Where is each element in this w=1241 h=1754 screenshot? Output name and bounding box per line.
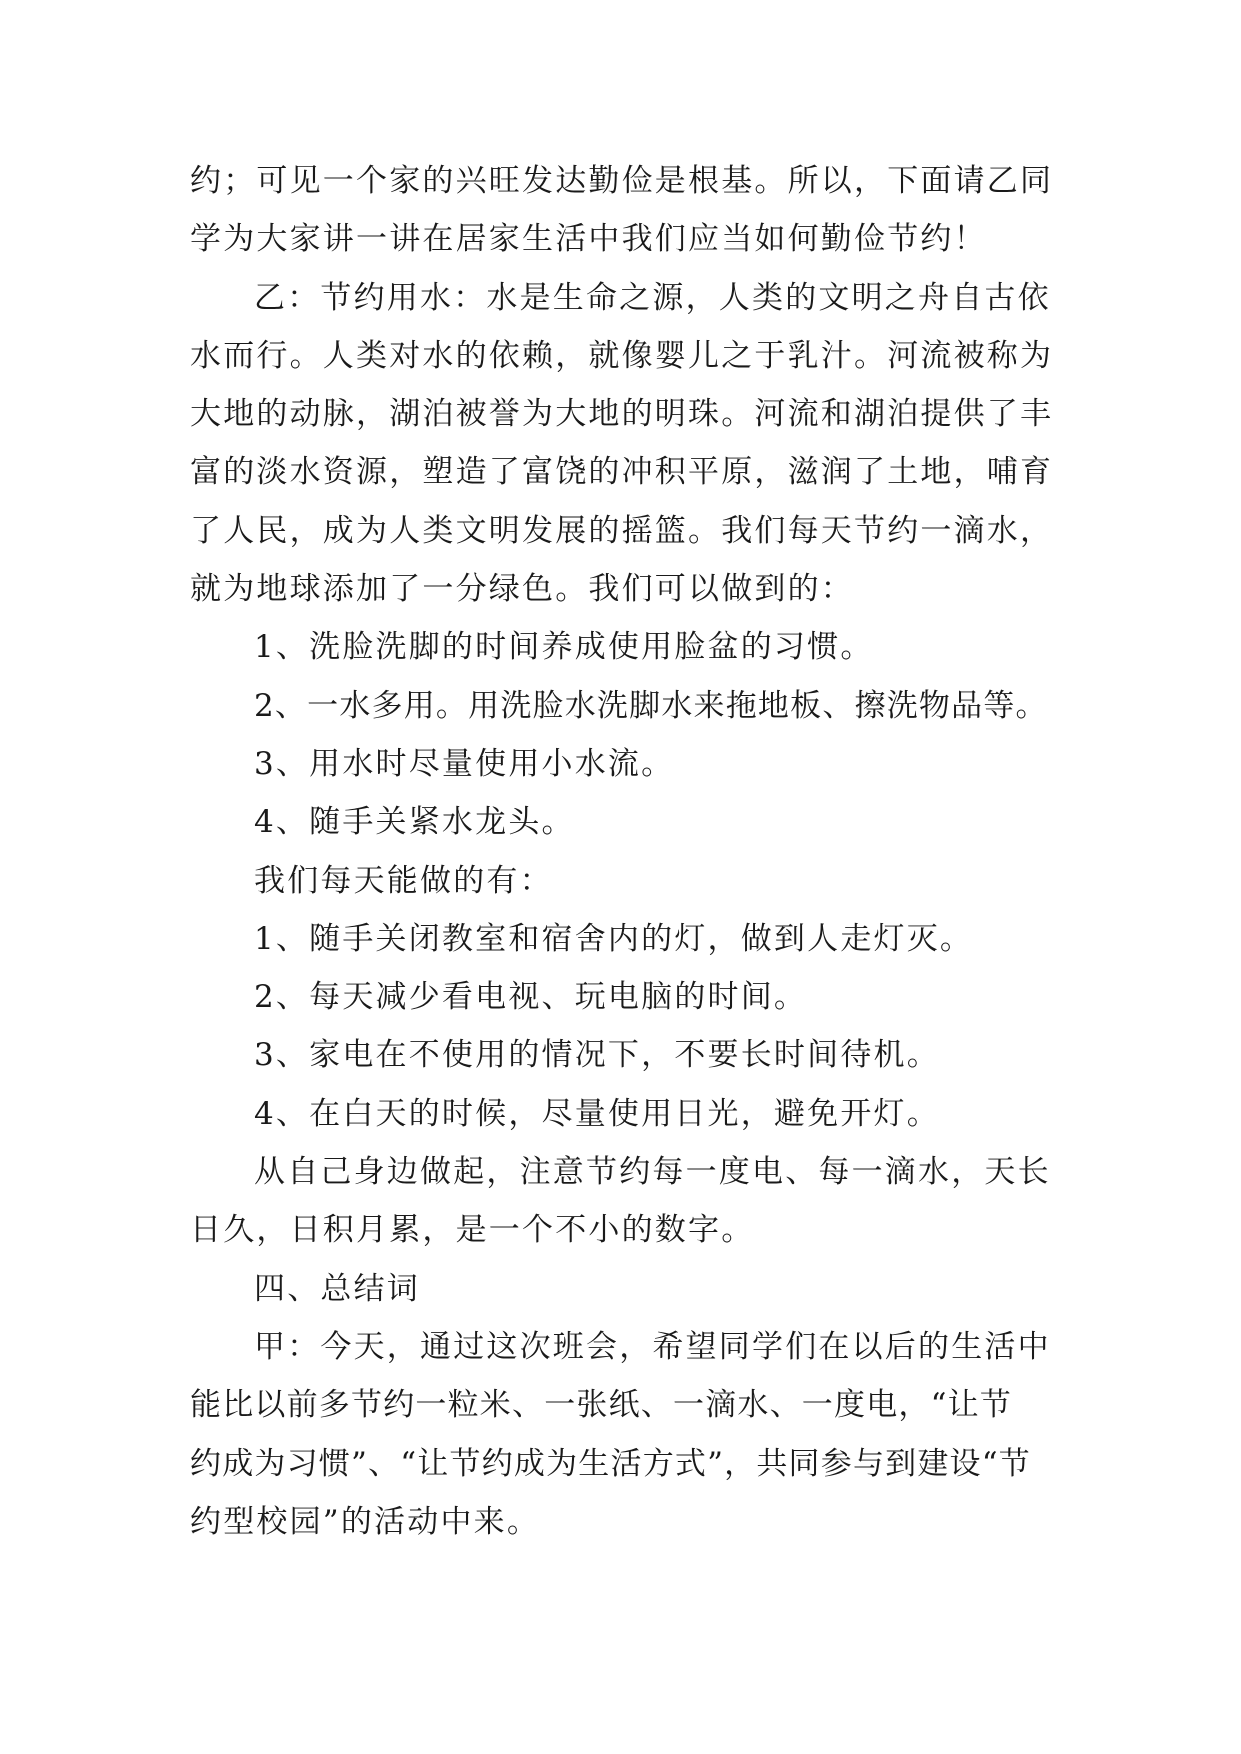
paragraph-line: 乙：节约用水：水是生命之源，人类的文明之舟自古依: [254, 279, 1051, 316]
paragraph-line: 约成为习惯”、“让节约成为生活方式”，共同参与到建设“节: [190, 1445, 1031, 1482]
paragraph-line: 大地的动脉，湖泊被誉为大地的明珠。河流和湖泊提供了丰: [190, 396, 1054, 433]
list-item: 2、每天减少看电视、玩电脑的时间。: [254, 979, 808, 1016]
list-item: 2、一水多用。用洗脸水洗脚水来拖地板、擦洗物品等。: [254, 687, 1048, 724]
paragraph-line: 从自己身边做起，注意节约每一度电、每一滴水，天长: [254, 1154, 1051, 1191]
paragraph-line: 甲：今天，通过这次班会，希望同学们在以后的生活中: [254, 1328, 1051, 1365]
paragraph-line: 学为大家讲一讲在居家生活中我们应当如何勤俭节约！: [190, 221, 987, 258]
list-item: 3、家电在不使用的情况下，不要长时间待机。: [254, 1037, 940, 1074]
list-item: 1、洗脸洗脚的时间养成使用脸盆的习惯。: [254, 629, 874, 666]
document-body: [190, 152, 1060, 1551]
list-item: 3、用水时尽量使用小水流。: [254, 745, 675, 782]
list-item: 1、随手关闭教室和宿舍内的灯，做到人走灯灭。: [254, 920, 974, 957]
paragraph-line: 约；可见一个家的兴旺发达勤俭是根基。所以，下面请乙同: [190, 163, 1054, 199]
list-item: 4、随手关紧水龙头。: [254, 804, 575, 841]
paragraph-line: 富的淡水资源，塑造了富饶的冲积平原，滋润了土地，哺育: [190, 454, 1054, 491]
list-item: 4、在白天的时候，尽量使用日光，避免开灯。: [254, 1095, 940, 1132]
paragraph-line: 了人民，成为人类文明发展的摇篮。我们每天节约一滴水，: [190, 512, 1054, 549]
paragraph-line: 约型校园”的活动中来。: [190, 1503, 541, 1540]
paragraph-line: 能比以前多节约一粒米、一张纸、一滴水、一度电，“让节: [190, 1387, 1013, 1424]
paragraph-line: 就为地球添加了一分绿色。我们可以做到的：: [190, 571, 854, 608]
paragraph-line: 日久，日积月累，是一个不小的数字。: [190, 1212, 755, 1249]
section-heading: 四、总结词: [254, 1270, 420, 1307]
paragraph-line: 水而行。人类对水的依赖，就像婴儿之于乳汁。河流被称为: [190, 337, 1054, 374]
paragraph-line: 我们每天能做的有：: [254, 862, 553, 899]
